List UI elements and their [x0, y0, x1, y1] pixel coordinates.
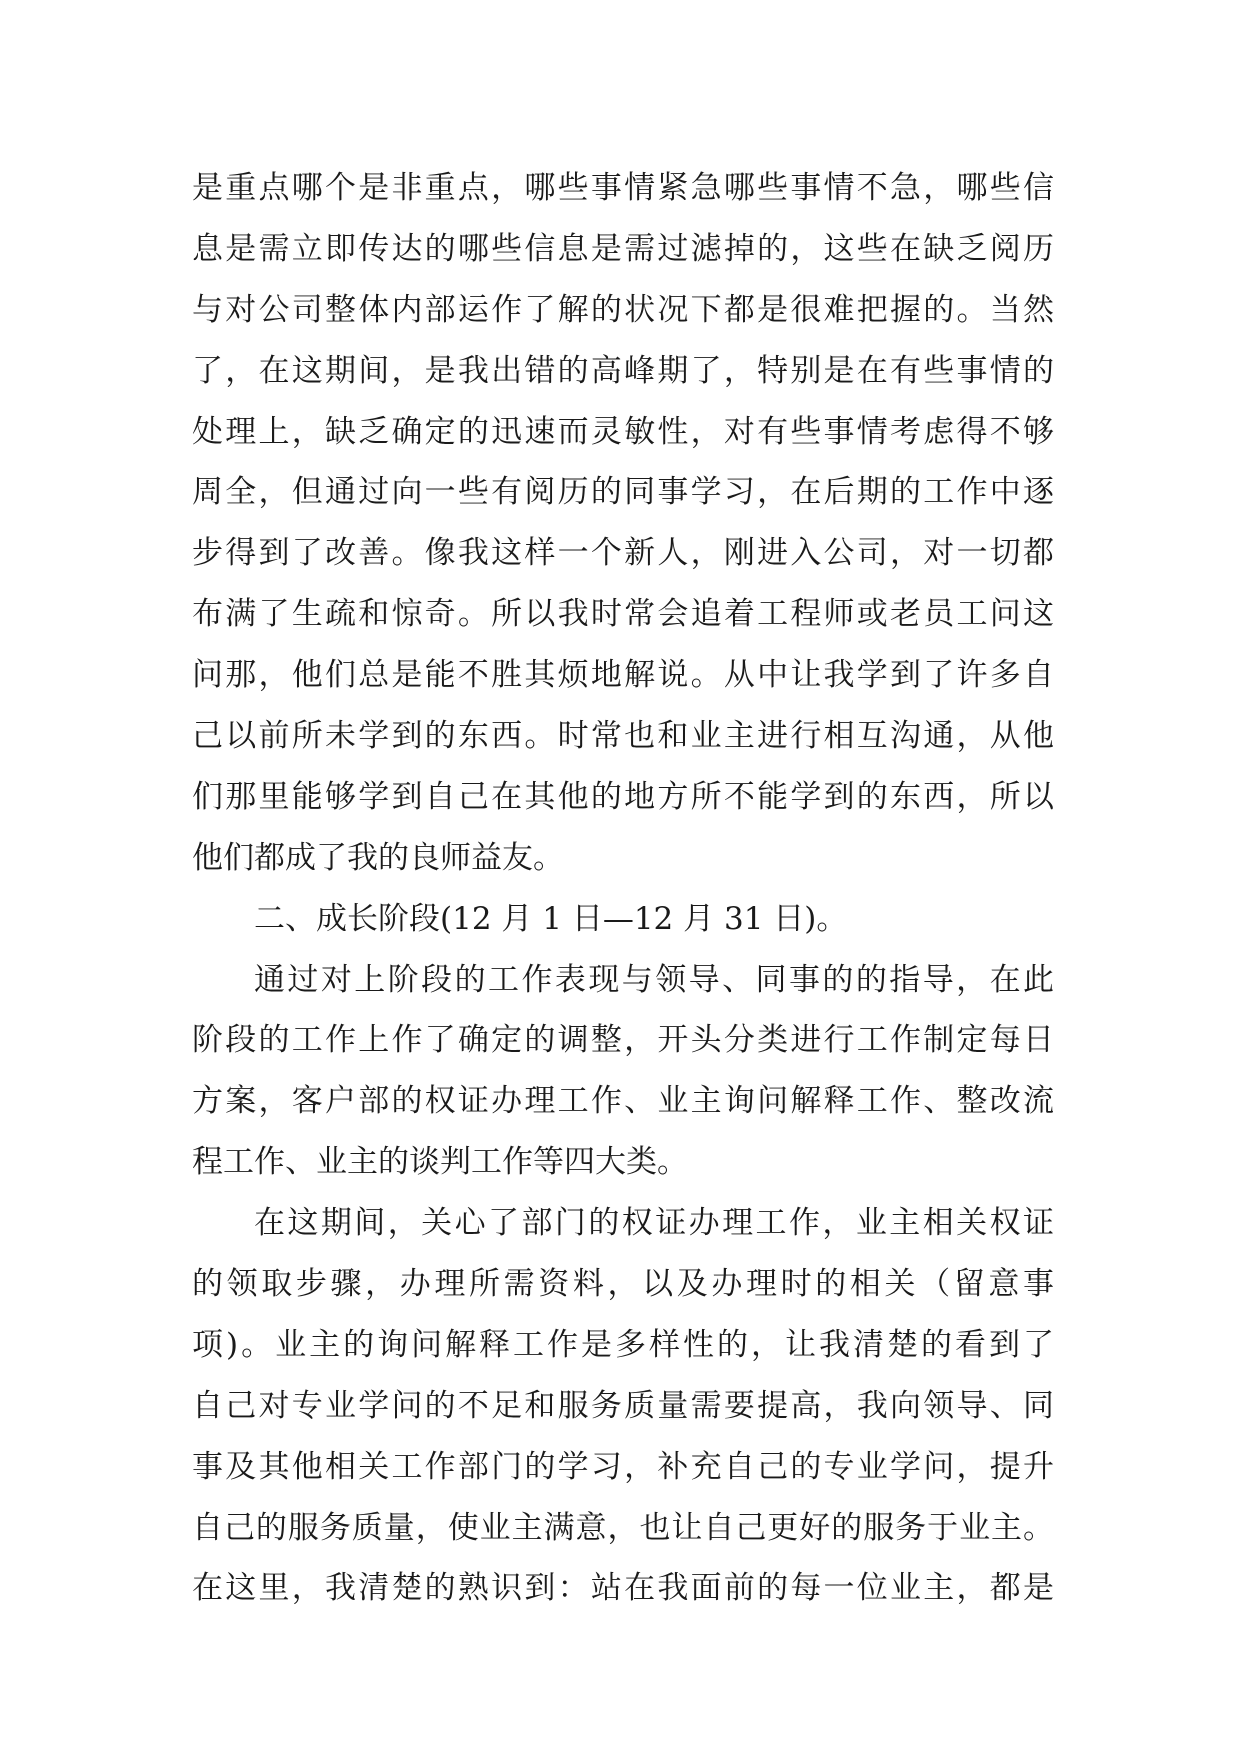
- text-line: 步得到了改善。像我这样一个新人，刚进入公司，对一切都: [192, 535, 1054, 572]
- text-line: 项)。业主的询问解释工作是多样性的，让我清楚的看到了: [192, 1326, 1054, 1363]
- text-line: 处理上，缺乏确定的迅速而灵敏性，对有些事情考虑得不够: [192, 413, 1054, 450]
- text-line: 布满了生疏和惊奇。所以我时常会追着工程师或老员工问这: [192, 596, 1054, 633]
- text-line: 息是需立即传达的哪些信息是需过滤掉的，这些在缺乏阅历: [192, 230, 1054, 267]
- text-line: 己以前所未学到的东西。时常也和业主进行相互沟通，从他: [192, 718, 1054, 755]
- text-line: 自己的服务质量，使业主满意，也让自己更好的服务于业主。: [192, 1509, 1054, 1546]
- section-heading: 二、成长阶段(12 月 1 日—12 月 31 日)。: [254, 900, 848, 937]
- text-line: 与对公司整体内部运作了解的状况下都是很难把握的。当然: [192, 291, 1054, 328]
- text-line: 程工作、业主的谈判工作等四大类。: [192, 1144, 688, 1181]
- text-line: 在这期间，关心了部门的权证办理工作，业主相关权证: [254, 1205, 1054, 1242]
- text-line: 方案，客户部的权证办理工作、业主询问解释工作、整改流: [192, 1083, 1054, 1120]
- body-text: [192, 158, 1054, 1619]
- text-line: 周全，但通过向一些有阅历的同事学习，在后期的工作中逐: [192, 474, 1054, 511]
- text-line: 了，在这期间，是我出错的高峰期了，特别是在有些事情的: [192, 352, 1054, 389]
- text-line: 是重点哪个是非重点，哪些事情紧急哪些事情不急，哪些信: [192, 170, 1054, 206]
- text-line: 自己对专业学问的不足和服务质量需要提高，我向领导、同: [192, 1387, 1054, 1424]
- text-line: 在这里，我清楚的熟识到：站在我面前的每一位业主，都是: [192, 1570, 1054, 1607]
- text-line: 通过对上阶段的工作表现与领导、同事的的指导，在此: [254, 961, 1054, 998]
- text-line: 们那里能够学到自己在其他的地方所不能学到的东西，所以: [192, 778, 1054, 815]
- text-line: 的领取步骤，办理所需资料，以及办理时的相关（留意事: [192, 1266, 1054, 1303]
- text-line: 事及其他相关工作部门的学习，补充自己的专业学问，提升: [192, 1448, 1054, 1485]
- text-line: 阶段的工作上作了确定的调整，开头分类进行工作制定每日: [192, 1022, 1054, 1059]
- text-line: 问那，他们总是能不胜其烦地解说。从中让我学到了许多自: [192, 657, 1054, 694]
- text-line: 他们都成了我的良师益友。: [192, 839, 564, 876]
